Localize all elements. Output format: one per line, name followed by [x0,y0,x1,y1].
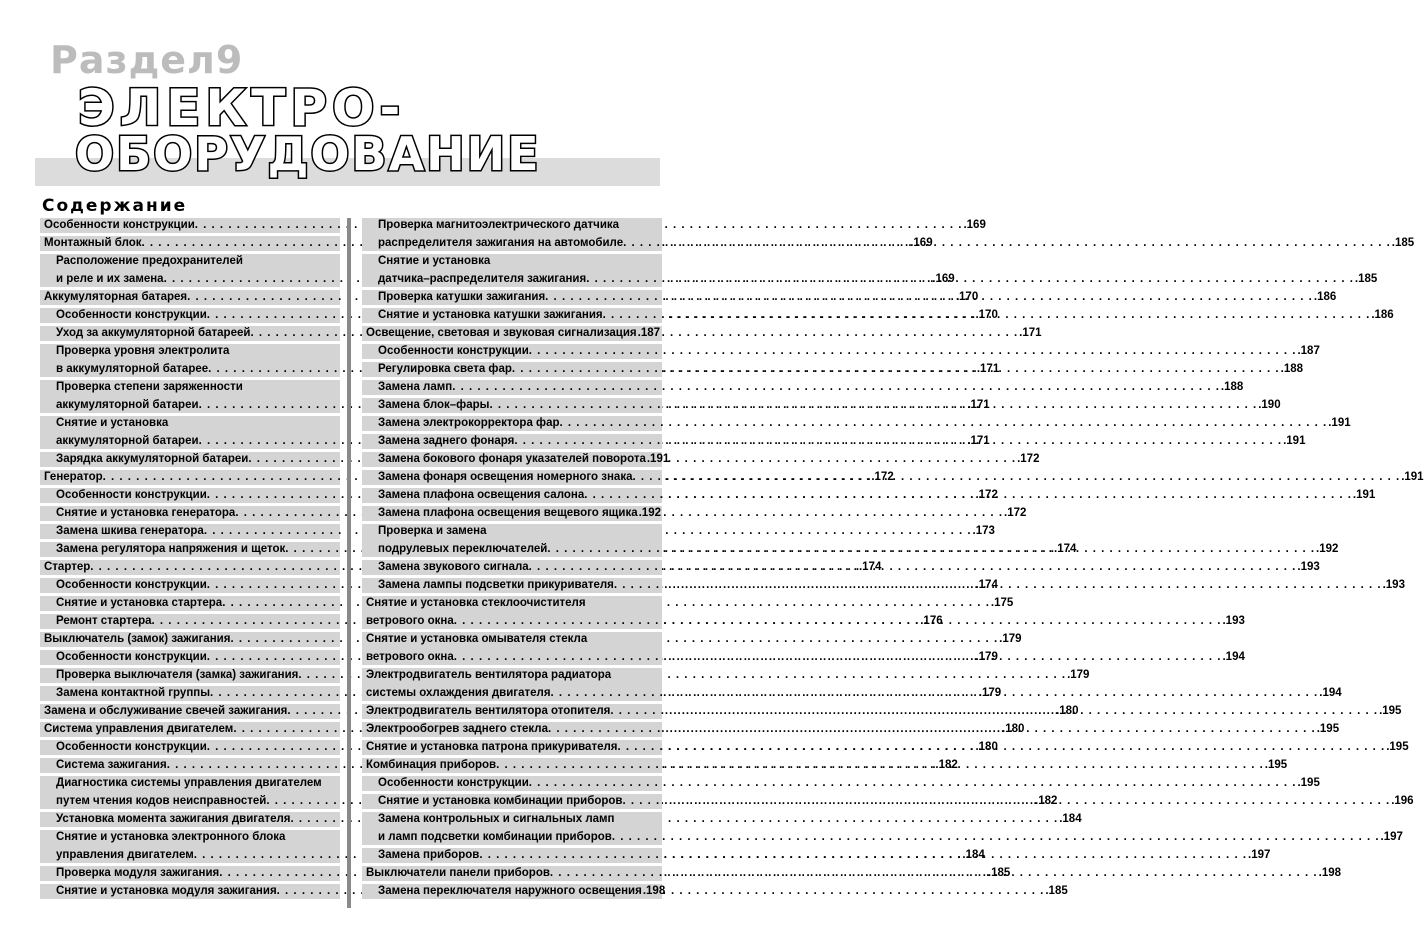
toc-heading: Содержание [42,196,188,216]
dot-leader [454,650,1222,665]
toc-entry-title: Замена блок–фары [378,399,490,411]
toc-page-number: .185 [1391,237,1415,249]
dot-leader [496,758,1264,773]
dot-leader [612,830,1380,845]
toc-page-number: .174 [975,579,998,591]
dot-leader [632,470,1400,485]
dot-leader [610,704,1378,719]
toc-page-number: .172 [871,471,894,483]
toc-page-number: .187 [1297,345,1320,357]
toc-page-number: .196 [1391,795,1414,807]
toc-page-number: .169 [963,219,986,231]
dot-leader [550,866,1318,881]
toc-page-number: .169 [910,237,933,249]
toc-page-number: .184 [1059,813,1082,825]
toc-entry-title: Электродвигатель вентилятора радиатора [366,669,612,681]
toc-entry-title: Проверка катушки зажигания [378,291,546,303]
toc-entry-title: Особенности конструкции [56,309,207,321]
toc-entry[interactable] [362,416,1351,431]
toc-entry-title: Особенности конструкции [44,219,195,231]
toc-entry-title: Проверка степени заряженности [56,381,243,393]
dot-leader [586,272,1354,287]
toc-entry-title: Замена электрокорректора фар [378,417,560,429]
toc-entry-title: Снятие и установка комбинации приборов [378,795,623,807]
toc-entry-title: Снятие и установка стартера [56,597,223,609]
toc-entry-title: Снятие и установка катушки зажигания [378,309,603,321]
toc-page-number: .194 [1222,651,1245,663]
toc-entry[interactable] [362,506,662,521]
toc-page-number: .194 [1319,687,1342,699]
toc-page-number: .175 [990,597,1014,609]
toc-page-number: .174 [1054,543,1077,555]
toc-entry-title: Аккумуляторная батарея [44,291,188,303]
dot-leader [614,578,1382,593]
toc-entry-title: Особенности конструкции [56,741,207,753]
toc-entry-title: Расположение предохранителей [56,255,243,267]
toc-entry-title: Особенности конструкции [56,489,207,501]
toc-entry-title: Проверка и замена [378,525,487,537]
toc-entry-title: Ремонт стартера [56,615,152,627]
toc-page-number: .171 [1019,327,1042,339]
toc-entry-title: Проверка уровня электролита [56,345,230,357]
toc-page-number: .182 [1035,795,1058,807]
toc-page-number: .179 [1067,669,1090,681]
toc-page-number: .195 [1297,777,1320,789]
toc-entry-title-cont: аккумуляторной батареи [56,399,199,411]
toc-entry-title: Установка момента зажигания двигателя [56,813,291,825]
toc-page-number: .197 [1380,831,1403,843]
toc-page-number: .179 [975,651,998,663]
toc-entry-title: Система управления двигателем [44,723,234,735]
toc-entry-title-cont: распределителя зажигания на автомобиле [378,237,624,249]
dot-leader [547,542,1315,557]
toc-entry-title: Снятие и установка [56,417,169,429]
toc-entry[interactable] [362,452,670,467]
toc-entry[interactable] [362,326,662,341]
toc-page-number: .172 [975,489,998,501]
toc-page-number: .185 [987,867,1011,879]
toc-entry[interactable] [362,884,666,899]
toc-page-number: .170 [975,309,998,321]
toc-entry[interactable] [362,380,1244,395]
chapter-title-line1: ЭЛЕКТРО- [78,79,406,137]
toc-page-number: .190 [1258,399,1281,411]
toc-page-number: .191 [1283,435,1306,447]
toc-page-number: .169 [932,273,955,285]
toc-entry-title: Замена заднего фонаря [378,435,515,447]
toc-page-number: .173 [972,525,995,537]
toc-entry-title: Особенности конструкции [56,579,207,591]
section-header [0,0,700,195]
toc-entry-title: Проверка выключателя (замка) зажигания [56,669,299,681]
dot-leader [623,236,1391,251]
toc-entry-title: Замена регулятора напряжения и щеток [56,543,286,555]
toc-page-number: .179 [978,687,1002,699]
dot-leader [452,380,1220,395]
toc-page-number: .185 [1354,273,1378,285]
toc-page-number: .171 [967,399,990,411]
column-divider [347,218,351,908]
dot-leader [512,362,1280,377]
toc-entry-title: Замена приборов [378,849,480,861]
toc-entry-title-cont: датчика–распределителя зажигания [378,273,587,285]
toc-page-number: .180 [1056,705,1079,717]
dot-leader [490,398,1258,413]
toc-entry-title: Снятие и установка электронного блока [56,831,286,843]
toc-entry-title-cont: управления двигателем [56,849,194,861]
toc-page-number: .197 [1248,849,1271,861]
toc-entry-title: Электродвигатель вентилятора отопителя [366,705,611,717]
toc-entry-title: Замена и обслуживание свечей зажигания [44,705,288,717]
toc-page-number: .187 [637,327,661,339]
toc-entry-title: Снятие и установка стеклоочистителя [366,597,586,609]
dot-leader [454,614,1222,629]
dot-leader [529,344,1297,359]
toc-entry-title: Особенности конструкции [56,651,207,663]
toc-entry-title: Монтажный блок [44,237,142,249]
toc-page-number: .198 [642,885,666,897]
toc-entry-title-cont: аккумуляторной батареи [56,435,199,447]
toc-entry-title: Зарядка аккумуляторной батареи [56,453,249,465]
toc-entry-title-cont: подрулевых переключателей [378,543,548,555]
toc-entry-title-cont: ветрового окна [366,651,454,663]
toc-page-number: .172 [1004,507,1027,519]
toc-page-number: .193 [1382,579,1405,591]
toc-entry-title-cont: и реле и их замена [56,273,164,285]
toc-page-number: .195 [1316,723,1340,735]
toc-entry-title: Особенности конструкции [378,345,529,357]
toc-entry-title: Система зажигания [56,759,167,771]
toc-entry-title: Особенности конструкции [378,777,529,789]
toc-entry-title: Замена ламп [378,381,453,393]
toc-entry-title-cont: и ламп подсветки комбинации приборов [378,831,612,843]
dot-leader [618,740,1386,755]
toc-entry[interactable] [362,344,1320,359]
toc-entry-title: Диагностика системы управления двигателем [56,777,322,789]
toc-page-number: .195 [1386,741,1409,753]
toc-page-number: .186 [1313,291,1337,303]
toc-entry-title: Замена плафона освещения салона [378,489,585,501]
dot-leader [622,794,1390,809]
toc-entry-title: Снятие и установка омывателя стекла [366,633,588,645]
dot-leader [529,776,1297,791]
toc-page-number: .191 [646,453,670,465]
toc-page-number: .193 [1222,615,1245,627]
toc-page-number: .191 [1328,417,1351,429]
toc-page-number: .170 [955,291,979,303]
toc-entry-title: Снятие и установка генератора [56,507,236,519]
toc-page-number: .184 [962,849,985,861]
dot-leader [479,848,1247,863]
toc-page-number: .191 [1352,489,1376,501]
dot-leader [548,722,1316,737]
chapter-title-line2: ОБОРУДОВАНИЕ [75,127,541,181]
toc-entry[interactable] [362,776,1320,791]
toc-entry-title: Замена фонаря освещения номерного знака [378,471,633,483]
toc-page-number: .185 [1045,885,1068,897]
toc-page-number: .172 [1017,453,1040,465]
section-label: Раздел9 [50,38,244,82]
toc-entry-title: Генератор [44,471,103,483]
toc-entry-title: Замена контактной группы [56,687,211,699]
toc-entry-title: Замена бокового фонаря указателей поворота [378,453,646,465]
toc-entry-title: Проверка магнитоэлектрического датчика [378,219,620,231]
toc-page-number: .186 [1371,309,1394,321]
toc-page-number: .182 [935,759,958,771]
toc-entry-title: Снятие и установка патрона прикуривателя [366,741,618,753]
dot-leader [603,308,1371,323]
toc-page-number: .180 [975,741,998,753]
toc-entry-title-cont: в аккумуляторной батарее [56,363,209,375]
toc-page-number: .171 [976,363,1000,375]
toc-page-number: .192 [1316,543,1339,555]
toc-entry-title-cont: системы охлаждения двигателя [366,687,551,699]
dot-leader [514,434,1282,449]
toc-entry-title: Замена переключателя наружного освещения [378,885,642,897]
toc-page-number: .188 [1280,363,1304,375]
toc-entry-title: Выключатель (замок) зажигания [44,633,231,645]
toc-page-number: .171 [967,435,990,447]
toc-entry-title: Освещение, световая и звуковая сигнализация [366,327,637,339]
toc-entry-title: Замена лампы подсветки прикуривателя [378,579,614,591]
toc-page-number: .188 [1220,381,1244,393]
toc-entry-title: Замена шкива генератора [56,525,204,537]
toc-entry-title: Замена звукового сигнала [378,561,529,573]
dot-leader [551,686,1319,701]
toc-page-number: .191 [1401,471,1424,483]
toc-entry-title-cont: ветрового окна [366,615,454,627]
toc-page-number: .195 [1264,759,1288,771]
toc-page-number: .174 [858,561,882,573]
toc-entry-title: Замена контрольных и сигнальных ламп [378,813,615,825]
dot-leader [545,290,1313,305]
toc-entry-title: Замена плафона освещения вещевого ящика [378,507,638,519]
toc-page-number: .193 [1297,561,1320,573]
toc-entry-title: Снятие и установка [378,255,491,267]
toc-entry-title: Стартер [44,561,91,573]
toc-entry-title-cont: путем чтения кодов неисправностей [56,795,267,807]
dot-leader [560,416,1328,431]
toc-page-number: .180 [1002,723,1025,735]
toc-entry-title: Комбинация приборов [366,759,497,771]
toc-page-number: .198 [1318,867,1342,879]
toc-entry-title: Регулировка света фар [378,363,512,375]
dot-leader [584,488,1352,503]
toc-page-number: .192 [638,507,661,519]
dot-leader [529,560,1297,575]
toc-page-number: .179 [999,633,1022,645]
toc-entry-title: Снятие и установка модуля зажигания [56,885,277,897]
toc-entry-title: Проверка модуля зажигания [56,867,220,879]
toc-page-number: .176 [920,615,943,627]
toc-page-number: .195 [1379,705,1402,717]
toc-entry-title: Уход за аккумуляторной батареей [56,327,251,339]
toc-entry-title: Выключатели панели приборов [366,867,550,879]
toc-entry-title: Электрообогрев заднего стекла [366,723,548,735]
